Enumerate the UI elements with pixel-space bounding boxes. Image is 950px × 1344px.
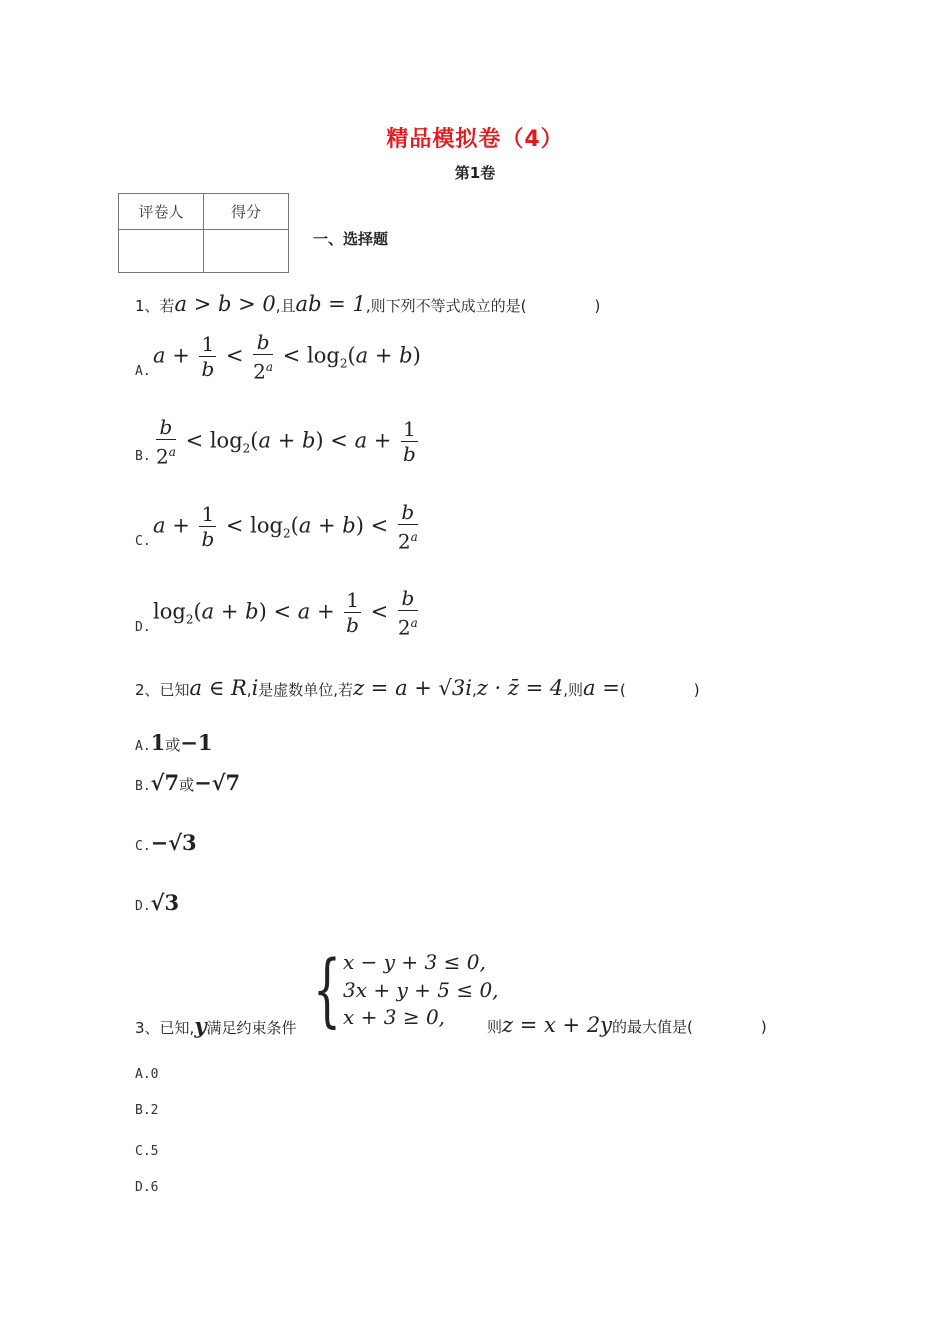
q1-prefix: 1、若 <box>135 297 175 315</box>
question-3-stem-left <box>135 1013 297 1038</box>
q3-option-c[interactable] <box>135 1144 158 1159</box>
constraint-row: x − y + 3 ≤ 0, <box>343 950 486 974</box>
question-1-stem <box>135 292 600 316</box>
q2-close: ) <box>693 681 700 699</box>
constraint-row: x + 3 ≥ 0, <box>343 1005 446 1029</box>
question-3-stem-right <box>487 1013 767 1037</box>
q1-close: ) <box>594 297 601 315</box>
q3-suffix: 的最大值是( <box>612 1018 693 1036</box>
option-value: −√7 <box>194 770 241 795</box>
q1-condition-2: ab = 1 <box>295 292 366 316</box>
q3-option-b[interactable] <box>135 1103 158 1118</box>
option-label: D. <box>135 1180 151 1195</box>
option-label: C. <box>135 534 151 549</box>
question-2-stem <box>135 676 700 700</box>
option-or: 或 <box>165 736 181 754</box>
score-table <box>118 193 289 273</box>
q3-constraint-system <box>313 943 499 1040</box>
option-value: 0 <box>150 1067 159 1082</box>
option-value: 6 <box>150 1180 159 1195</box>
q2-option-a[interactable] <box>135 730 213 755</box>
option-value: 1 <box>150 730 166 755</box>
option-label: B. <box>135 779 151 794</box>
option-label: C. <box>135 1144 151 1159</box>
q3-then: 则 <box>487 1018 503 1036</box>
option-label: A. <box>135 364 151 379</box>
option-value: −√3 <box>150 830 197 855</box>
q3-var: y <box>194 1013 207 1038</box>
option-label: A. <box>135 1067 151 1082</box>
option-label: D. <box>135 620 151 635</box>
q1-condition-1: a > b > 0 <box>174 292 276 316</box>
q2-option-c[interactable] <box>135 830 197 855</box>
score-cell <box>204 230 289 273</box>
score-header: 得分 <box>204 194 289 230</box>
q2-cond-3: z = a + √3i <box>353 676 472 700</box>
q1-option-c-expr: a + $\frac{1}{b}$ < $\log_2(a + b)$ < $\frac{b}{2^a}$ <box>153 500 418 554</box>
option-label: D. <box>135 899 151 914</box>
q2-cond-5: a = <box>583 676 620 700</box>
q2-cond-1: a ∈ R <box>189 676 247 700</box>
grader-cell <box>119 230 204 273</box>
q2-mid: 是虚数单位,若 <box>258 681 354 699</box>
q1-option-a-expr: a + $\frac{1}{b}$ < $\frac{b}{2^a}$ < $\log_2(a + b)$ <box>153 330 421 384</box>
q2-option-b[interactable] <box>135 770 240 795</box>
option-label: B. <box>135 1103 151 1118</box>
q3-option-a[interactable] <box>135 1067 158 1082</box>
q2-mid: ,则 <box>563 681 584 699</box>
option-value: √3 <box>150 890 180 915</box>
q2-prefix: 2、已知 <box>135 681 190 699</box>
option-label: A. <box>135 739 151 754</box>
option-label: B. <box>135 449 151 464</box>
volume-subtitle: 第1卷 <box>454 164 496 182</box>
page-title: 精品模拟卷（4） <box>386 127 564 152</box>
q2-sep: , <box>472 681 477 699</box>
q3-prefix: 3、已知, <box>135 1019 195 1037</box>
q1-mid: ,且 <box>275 297 296 315</box>
q1-option-b-expr: $\frac{b}{2^a}$ < $\log_2(a + b) < a$ + $\frac{1}{b}$ <box>156 415 416 469</box>
grader-header: 评卷人 <box>119 194 204 230</box>
option-value: 2 <box>150 1103 159 1118</box>
q2-option-d[interactable] <box>135 890 179 915</box>
q3-mid: 满足约束条件 <box>206 1019 297 1037</box>
q1-suffix: ,则下列不等式成立的是( <box>365 297 527 315</box>
option-value: −1 <box>180 730 213 755</box>
q2-sep: , <box>246 681 252 699</box>
q2-cond-2: i <box>251 676 259 700</box>
q1-option-d-expr: $\log_2(a + b) < a$ + $\frac{1}{b}$ < $\frac{b}{2^a}$ <box>153 586 418 640</box>
section-heading: 一、选择题 <box>313 230 389 248</box>
q3-close: ) <box>760 1018 767 1036</box>
option-or: 或 <box>179 776 195 794</box>
q3-option-d[interactable] <box>135 1180 158 1195</box>
constraint-row: 3x + y + 5 ≤ 0, <box>343 978 499 1002</box>
q3-objective: z = x + 2y <box>502 1013 613 1037</box>
brace-icon: { <box>313 943 341 1036</box>
option-value: √7 <box>150 770 180 795</box>
option-label: C. <box>135 839 151 854</box>
q2-cond-4: z · z̄ = 4 <box>476 676 564 700</box>
q2-suffix: ( <box>619 681 626 699</box>
option-value: 5 <box>150 1144 159 1159</box>
